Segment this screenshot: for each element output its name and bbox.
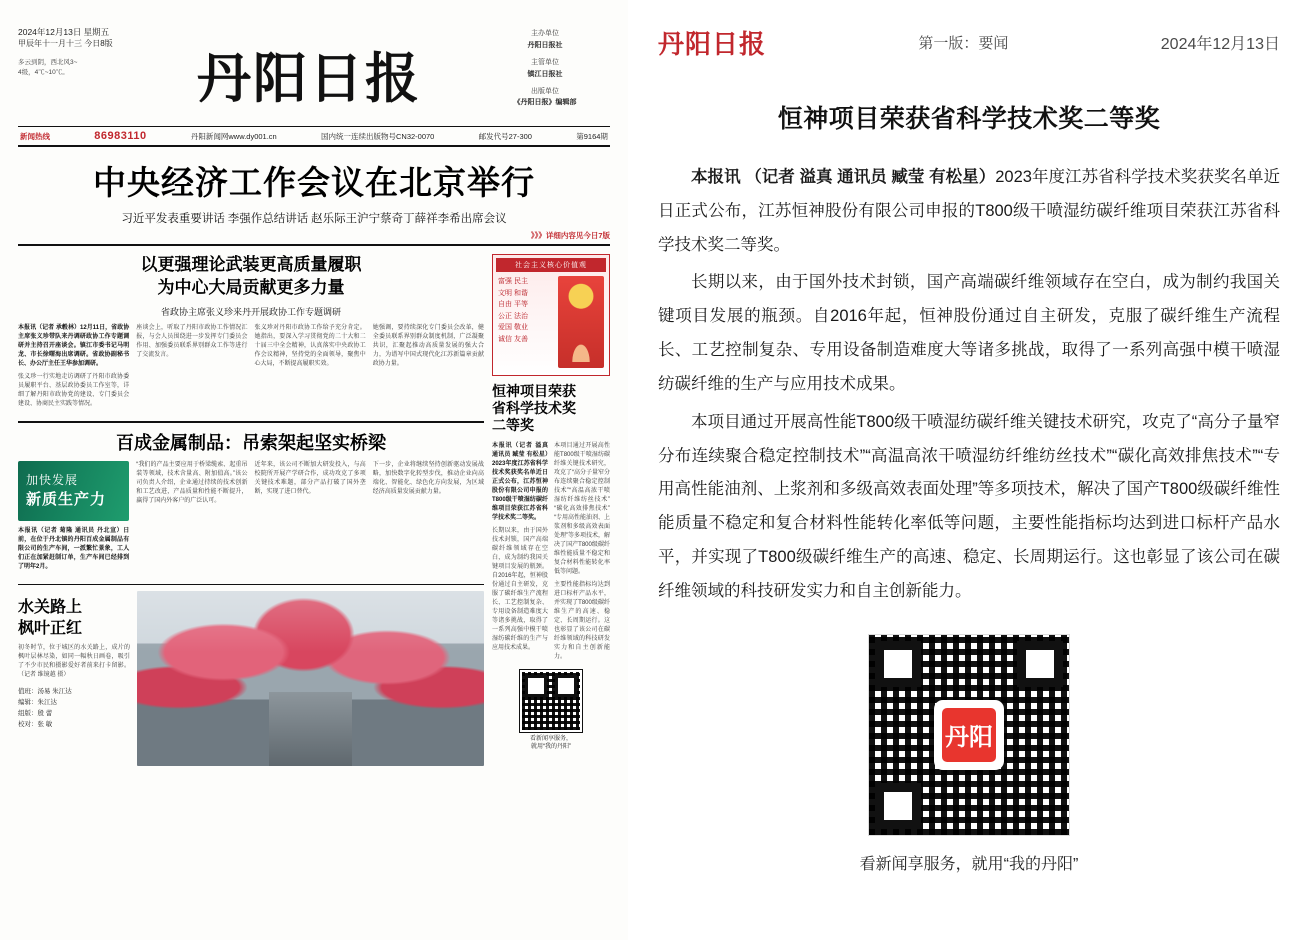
core-values-promo [492, 254, 610, 376]
article-qr-block [658, 635, 1280, 874]
story1-body [18, 324, 484, 413]
editor-value: 《丹阳日报》编辑部 [513, 99, 577, 107]
story2-col-1 [18, 461, 129, 576]
article-paragraph-3: 本项目通过开展高性能T800级干喷湿纺碳纤维关键技术研究，攻克了“高分子量窄分布连续聚合稳定控制技术”“高温高浓干喷湿纺纤维纺丝技术”“碳化高效排焦技术”“专用高性能油剂、上浆剂和多级高效表面处理”等多项技术，解决了国产T800级碳纤维性能质量不稳定和复合材料性能转化率低等问题，主要性能指标均达到进口标杆产品水平，并实现了T800级碳纤维生产的高速、稳定、长周期运行。这也彰显了该公司在碳纤维领域的科技研发实力和自主创新能力。 [658, 412, 1280, 600]
masthead-infobar [18, 126, 610, 147]
reader-header [658, 24, 1280, 73]
reader-brand-logo[interactable]: 丹阳日报 [658, 30, 767, 59]
website-url: 丹阳新闻网www.dy001.cn [190, 131, 277, 141]
core-value-4: 公正 法治 [498, 312, 528, 320]
postal-code: 邮发代号27-300 [478, 131, 532, 141]
story3-photo-block [137, 591, 484, 766]
side-column [492, 254, 610, 766]
promo-illustration [558, 276, 604, 368]
credit-layout: 组版：殷 蕾 [18, 710, 53, 718]
masthead-lunar-date: 甲辰年十一月十三 今日8版 [18, 39, 113, 49]
article-qr-caption: 看新闻享服务，就用“我的丹阳” [859, 855, 1079, 873]
page-credits [18, 686, 130, 730]
qr-code-icon[interactable] [869, 635, 1069, 835]
masthead-date: 2024年12月13日 星期五 [18, 27, 110, 37]
story2-col-4 [373, 461, 484, 576]
article-paragraph-1-text: 2023年度江苏省科学技术奖获奖名单近日正式公布，江苏恒神股份有限公司申报的T800级干喷湿纺碳纤维项目荣获江苏省科学技术奖二等奖。 [658, 168, 1280, 254]
story4-para-1: 本报讯（记者 溢真 通讯员 臧莹 有松星）2023年度江苏省科学技术奖获奖名单近日正式公布，江苏恒神股份有限公司申报的T800级干喷湿纺碳纤维项目荣获江苏省科学技术奖二等奖。 [492, 442, 548, 521]
credit-proof: 校对：张 敏 [18, 721, 53, 729]
story2-title: 百成金属制品：吊索架起坚实桥梁 [116, 432, 386, 453]
core-value-6: 诚信 友善 [498, 335, 528, 343]
core-values-words [498, 276, 555, 368]
story3-block [18, 591, 130, 730]
story2-para-3: 近年来，该公司不断加大研发投入，与高校院所开展产学研合作，成功攻克了多项关键技术难题，部分产品打破了国外垄断，实现了进口替代。 [254, 461, 366, 495]
article-reader [628, 0, 1314, 940]
qr-logo-text: 丹阳 [942, 708, 996, 762]
core-value-3: 自由 平等 [498, 301, 528, 309]
reader-publish-date: 2024年12月13日 [1160, 36, 1280, 53]
hotline-label: 新闻热线 [20, 131, 50, 141]
newspaper-page[interactable] [0, 0, 628, 940]
story4-title-line1: 恒神项目荣获 [492, 385, 576, 400]
story1-title-line2: 为中心大局贡献更多力量 [157, 277, 345, 297]
page-columns [18, 254, 610, 766]
supervisor-block [480, 57, 610, 81]
story1-para-5: 她强调，要持续深化专门委员会改革，健全委员联系界别群众制度机制，广泛凝聚共识，汇聚起推动高质量发展的强大合力，为谱写中国式现代化江苏新篇章贡献政协力量。 [372, 324, 484, 367]
story1-col-3 [255, 324, 366, 413]
divider-1 [18, 421, 484, 423]
newspaper-logo: 丹阳日报 [197, 49, 421, 109]
masthead [18, 22, 610, 122]
story1-col-2 [136, 324, 247, 413]
jump-note: 》》》详细内容见今日7版 [18, 230, 610, 246]
story2-para-4: 下一步，企业将继续坚持创新驱动发展战略，加快数字化转型步伐，推动企业向高端化、智能化、绿色化方向发展，为区域经济高质量发展贡献力量。 [372, 461, 484, 495]
credit-duty: 值班：汤易 朱江达 [18, 688, 72, 696]
story4-para-4: 主要性能指标均达到进口标杆产品水平，并实现了T800级碳纤维生产的高速、稳定、长周期运行。这也彰显了该公司在碳纤维领域的科技研发实力和自主创新能力。 [554, 581, 610, 660]
story4-para-3: 本项目通过开展高性能T800级干喷湿纺碳纤维关键技术研究，攻克了“高分子量窄分布连续聚合稳定控制技术”“高温高浓干喷湿纺纤维纺丝技术”“碳化高效排焦技术”“专用高性能油剂、上浆剂和多级高效表面处理”等多项技术，解决了国产T800级碳纤维性能质量不稳定和复合材料性能转化率低等问题。 [554, 442, 610, 575]
story4-title-line3: 二等奖 [492, 419, 534, 435]
qr-center-logo [937, 703, 1001, 767]
story4-para-2: 长期以来，由于国外技术封锁，国产高端碳纤维领域存在空白，成为制约我国关键项目发展的瓶颈。自2016年起，恒神股份通过自主研发，克服了碳纤维生产流程长、工艺控制复杂、专用设备制造难度大等诸多挑战，取得了一系列高强中模干喷湿纺碳纤维的生产与应用技术成果。 [492, 527, 548, 651]
article-body [658, 161, 1280, 609]
story1-para-2: 张义珍一行实地走访调研了丹阳市政协委员履职平台、基层政协委员工作室等，详细了解丹阳市政协党的建设、专门委员会建设、协商民主实践等情况。 [18, 373, 130, 407]
publisher-value: 丹阳日报社 [527, 41, 563, 49]
story1-col-1 [18, 324, 129, 413]
story1-para-4: 张义珍对丹阳市政协工作给予充分肯定。她指出，要深入学习贯彻党的二十大和二十届三中全会精神，认真落实中央政协工作会议精神，坚持党的全面领导，聚焦中心大局，不断提高履职实效。 [254, 324, 366, 367]
side-qr-caption-line2: 就用“我的丹阳” [530, 743, 571, 750]
article-byline: 本报讯 （记者 溢真 通讯员 臧莹 有松星） [691, 168, 996, 186]
story1-para-3: 座谈会上，听取了丹阳市政协工作情况汇报，与会人员围绕进一步发挥专门委员会作用、加强委员联系界别群众工作等进行了交流发言。 [136, 324, 248, 358]
qr-finder-top-right [1017, 641, 1063, 687]
story2-banner [18, 461, 129, 521]
qr-finder-top-left [875, 641, 921, 687]
hotline-number: 86983110 [94, 130, 147, 142]
story3-title-line1: 水关路上 [18, 598, 83, 616]
story1-subtitle: 省政协主席张义珍来丹开展政协工作专题调研 [160, 306, 341, 317]
core-value-1: 富强 民主 [498, 278, 528, 285]
bottom-section [18, 591, 484, 766]
weather-line-2: 4级，4℃~10℃。 [18, 68, 69, 76]
story2-para-1: 本报讯（记者 菊隆 通讯员 丹北宣）日前，在位于丹北镇的丹阳百成金属制品有限公司的生产车间，一派繁忙景象，工人们正在加紧赶制订单，生产车间已经排到了明年2月。 [18, 527, 130, 570]
story1-title-line1: 以更强理论武装更高质量履职 [140, 255, 362, 274]
story2-para-2: “我们的产品主要应用于桥梁缆索、起重吊装等领域，技术含量高、附加值高。”该公司负责人介绍，企业通过持续的技术创新和工艺改进，产品质量和性能不断提升，赢得了国内外客户的广泛认可。 [136, 461, 248, 504]
side-qr-block [492, 670, 610, 752]
publisher-block [480, 28, 610, 52]
divider-2 [18, 584, 484, 585]
banner-line-1: 加快发展 [26, 472, 79, 487]
masthead-dateblock [18, 22, 138, 77]
issue-number: 第9164期 [576, 131, 608, 141]
front-page-subheadline: 习近平发表重要讲话 李强作总结讲话 赵乐际王沪宁蔡奇丁薛祥李希出席会议 [121, 213, 507, 225]
cn-number: 国内统一连续出版物号CN32-0070 [321, 131, 435, 141]
banner-line-2: 新质生产力 [26, 491, 107, 508]
supervisor-value: 镇江日报社 [527, 70, 563, 78]
weather-line-1: 多云到阴，西北风3~ [18, 58, 78, 66]
maple-street-photo [137, 591, 484, 766]
qr-finder-bottom-left [875, 783, 921, 829]
core-value-2: 文明 和谐 [498, 289, 528, 297]
side-qr-caption-line1: 看新闻享服务， [529, 735, 572, 742]
core-values-header: 社会主义核心价值观 [496, 258, 606, 272]
story4-title-line2: 省科学技术奖 [492, 402, 576, 418]
story2-col-2 [136, 461, 247, 576]
article-paragraph-2: 长期以来，由于国外技术封锁，国产高端碳纤维领域存在空白，成为制约我国关键项目发展的瓶颈。自2016年起，恒神股份通过自主研发，克服了碳纤维生产流程长、工艺控制复杂、专用设备制造难度大等诸多挑战，取得了一系列高强中模干喷湿纺碳纤维的生产与应用技术成果。 [658, 273, 1280, 393]
credit-editor: 编辑：朱江达 [18, 699, 57, 707]
story2-body [18, 461, 484, 576]
story2-col-3 [255, 461, 366, 576]
reader-edition-label[interactable]: 第一版：要闻 [918, 35, 1009, 52]
publisher-label: 主办单位 [531, 30, 559, 37]
editor-label: 出版单位 [531, 87, 559, 95]
article-title: 恒神项目荣获省科学技术奖二等奖 [777, 105, 1161, 133]
story1-col-4 [373, 324, 484, 413]
story4-body[interactable] [492, 442, 610, 662]
story3-caption: 初冬时节，位于城区的水关路上，成片的枫叶层林尽染，如同一幅秋日画卷，吸引了不少市民和摄影爱好者前来打卡留影。（记者 维镜越 摄） [18, 645, 130, 679]
article-paragraph-1 [658, 161, 1280, 262]
front-page-headline: 中央经济工作会议在北京举行 [93, 166, 535, 202]
supervisor-label: 主管单位 [531, 58, 559, 66]
masthead-publisher-info [480, 22, 610, 114]
side-qr-caption [530, 735, 572, 752]
editor-block [480, 86, 610, 110]
core-value-5: 爱国 敬业 [498, 324, 528, 332]
story3-title-line2: 枫叶正红 [18, 620, 83, 638]
qr-code-icon [520, 670, 582, 732]
main-column [18, 254, 484, 766]
story1-para-1: 本报讯（记者 承毂林）12月11日，省政协主席张义珍带队来丹调研政协工作专题调研并主持召开座谈会。镇江市委书记马明龙、市长徐曙海出席调研。省政协副秘书长、办公厅主任王华参加调研。 [18, 324, 130, 367]
